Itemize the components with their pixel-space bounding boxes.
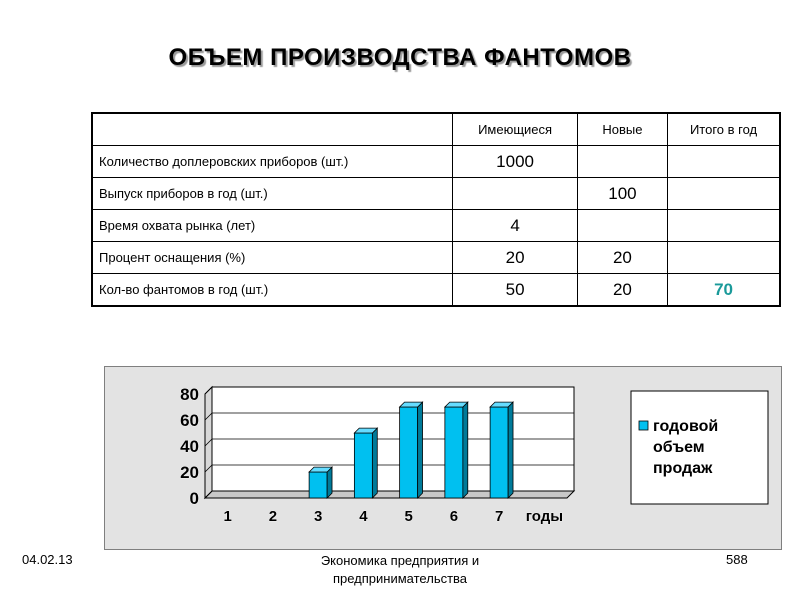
bar	[490, 407, 508, 498]
bar	[400, 407, 418, 498]
cell-total	[668, 210, 780, 242]
header-cell	[92, 113, 453, 146]
page-title: ОБЪЕМ ПРОИЗВОДСТВА ФАНТОМОВ	[168, 44, 632, 71]
plot-frame	[205, 387, 574, 498]
row-label: Кол-во фантомов в год (шт.)	[92, 274, 453, 307]
bar-chart	[105, 367, 781, 549]
x-tick-label: годы	[525, 508, 564, 525]
table-row	[92, 210, 780, 242]
y-tick-label: 0	[189, 489, 199, 508]
y-tick-label: 20	[180, 463, 199, 482]
bar-side	[508, 402, 513, 498]
x-tick-label: 6	[449, 508, 459, 525]
y-tick-label: 60	[180, 411, 199, 430]
x-tick-label: 2	[268, 508, 278, 525]
table-header-row	[92, 113, 780, 146]
legend-swatch	[639, 421, 648, 430]
cell-new	[577, 210, 667, 242]
bar-side	[418, 402, 423, 498]
chart-legend	[631, 391, 768, 504]
x-tick-label: 1	[223, 508, 232, 525]
y-tick-label: 40	[180, 437, 199, 456]
footer-subject: Экономика предприятия и предпринимательства	[320, 553, 480, 586]
y-tick-label: 80	[180, 385, 199, 404]
bar-side	[372, 428, 377, 498]
production-table	[91, 112, 781, 307]
cell-existing: 20	[453, 242, 577, 274]
chart-area	[104, 366, 782, 550]
plot-floor	[205, 491, 574, 498]
cell-existing	[453, 178, 577, 210]
header-cell: Имеющиеся	[453, 113, 577, 146]
legend-label: продаж	[653, 460, 713, 477]
row-label: Время охвата рынка (лет)	[92, 210, 453, 242]
cell-new: 20	[577, 242, 667, 274]
cell-new: 100	[577, 178, 667, 210]
y-axis	[180, 385, 199, 508]
cell-existing: 1000	[453, 146, 577, 178]
x-tick-label: 7	[494, 508, 504, 525]
footer-date: 04.02.13	[22, 552, 73, 567]
legend-label: годовой	[653, 418, 719, 435]
cell-new	[577, 146, 667, 178]
header-cell: Новые	[577, 113, 667, 146]
bar	[354, 433, 372, 498]
cell-existing: 50	[453, 274, 577, 307]
x-tick-label: 4	[359, 508, 368, 525]
x-tick-label: 5	[404, 508, 413, 525]
cell-total	[668, 242, 780, 274]
legend-label: объем	[653, 439, 705, 456]
bar	[309, 472, 327, 498]
footer-page-number: 588	[726, 552, 748, 567]
cell-total	[668, 178, 780, 210]
cell-total	[668, 146, 780, 178]
table-row	[92, 274, 780, 307]
x-tick-label: 3	[313, 508, 323, 525]
bar	[445, 407, 463, 498]
table-row	[92, 178, 780, 210]
header-cell: Итого в год	[668, 113, 780, 146]
x-axis	[223, 508, 563, 525]
cell-existing: 4	[453, 210, 577, 242]
cell-new: 20	[577, 274, 667, 307]
table-row	[92, 242, 780, 274]
row-label: Количество доплеровских приборов (шт.)	[92, 146, 453, 178]
cell-total-highlight: 70	[668, 274, 780, 307]
bar-side	[463, 402, 468, 498]
row-label: Процент оснащения (%)	[92, 242, 453, 274]
table-row	[92, 146, 780, 178]
row-label: Выпуск приборов в год (шт.)	[92, 178, 453, 210]
